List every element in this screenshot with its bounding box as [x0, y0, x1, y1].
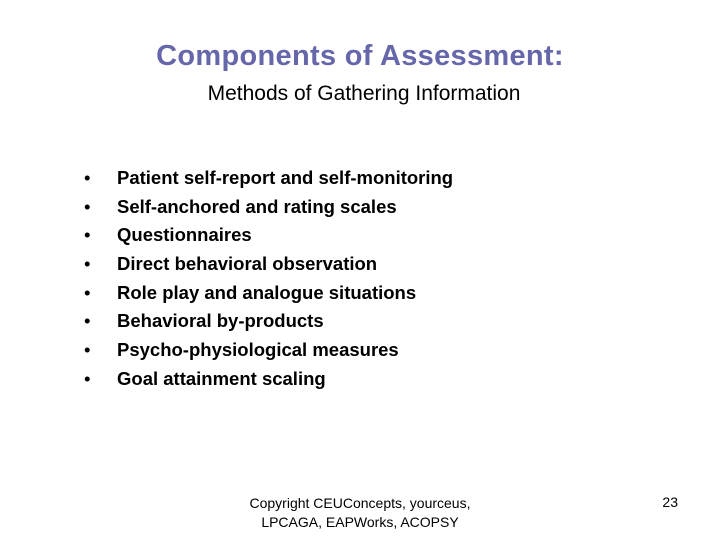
list-item-text: Self-anchored and rating scales [117, 195, 397, 217]
list-item-text: Behavioral by-products [117, 310, 324, 332]
slide-subtitle: Methods of Gathering Information [207, 82, 521, 105]
bullet-icon: • [84, 195, 91, 217]
bullet-icon: • [84, 281, 91, 303]
slide-title: Components of Assessment: [156, 40, 564, 72]
list-item-text: Goal attainment scaling [117, 367, 326, 389]
list-item-text: Role play and analogue situations [117, 281, 417, 303]
page-number: 23 [662, 494, 678, 510]
bullet-icon: • [84, 224, 91, 246]
bullet-icon: • [84, 167, 91, 188]
bullet-icon: • [84, 367, 91, 389]
bullet-icon: • [84, 310, 91, 332]
list-item-text: Patient self-report and self-monitoring [117, 167, 454, 188]
bullet-icon: • [84, 253, 91, 275]
copyright-footer: Copyright CEUConcepts, yourceus, LPCAGA, EAPWorks, ACOPSY [249, 495, 471, 530]
list-item-text: Questionnaires [117, 224, 252, 246]
list-item-text: Direct behavioral observation [117, 253, 378, 275]
bullet-icon: • [84, 339, 91, 361]
list-item-text: Psycho-physiological measures [117, 339, 399, 361]
